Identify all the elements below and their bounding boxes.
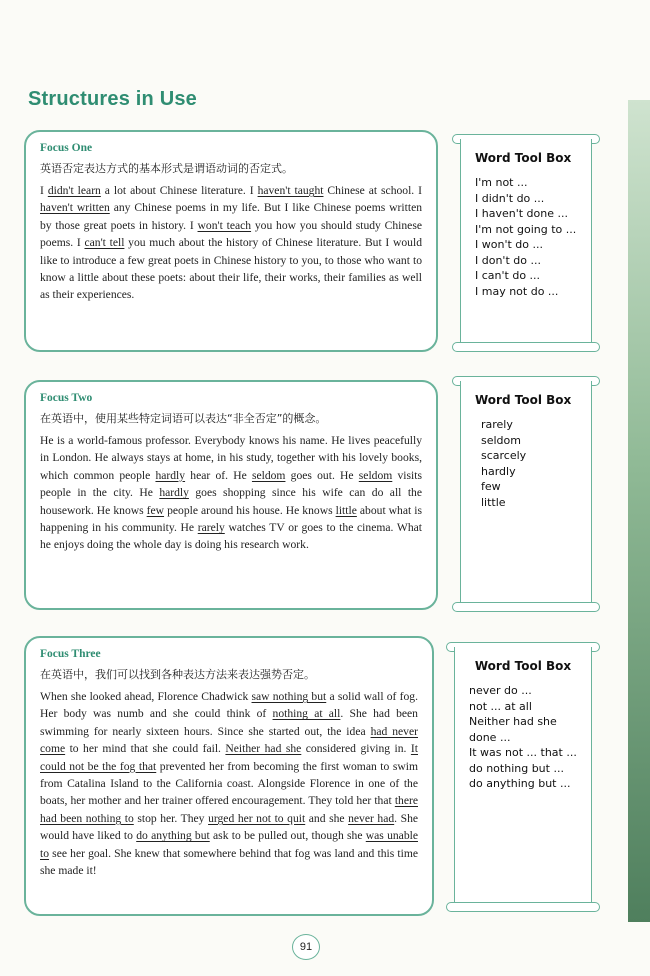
passage-text: goes shopping since his wife can do all the housework. He knows bbox=[40, 486, 422, 517]
passage-text: prevented her from becoming the first woman to swim from Catalina Island to the California coast. Alongside Florence in one of the boats, her mother and her trainer offered encouragement. They told her that bbox=[40, 759, 418, 808]
passage-text: . She had been swimming for nearly sixteen hours. Since she started out, the idea bbox=[40, 707, 418, 738]
underlined-phrase: there had been nothing to bbox=[40, 794, 418, 825]
passage-text: When she looked ahead, Florence Chadwick bbox=[40, 690, 252, 703]
passage-text: ask to be pulled out, though she bbox=[209, 829, 366, 843]
underlined-phrase: haven't written bbox=[40, 201, 110, 215]
word-tool-box-three bbox=[446, 642, 600, 912]
underlined-phrase: was unable to bbox=[40, 829, 418, 860]
tool-box-item: I can't do ... bbox=[475, 269, 541, 282]
focus-two-passage bbox=[40, 432, 422, 554]
underlined-phrase: little bbox=[335, 503, 357, 517]
focus-two-box bbox=[24, 380, 438, 610]
side-color-strip bbox=[628, 100, 650, 922]
passage-text: you how you should study Chinese poems. I bbox=[40, 218, 422, 250]
focus-two-title: Focus Two bbox=[40, 392, 93, 404]
scroll-bottom-edge bbox=[446, 902, 600, 912]
underlined-phrase: never had bbox=[348, 811, 395, 825]
passage-text: people around his house. He knows bbox=[164, 503, 336, 517]
underlined-phrase: rarely bbox=[197, 521, 225, 535]
passage-text: watches TV or goes to the cinema. What he enjoys doing the whole day is doing his research work. bbox=[40, 521, 422, 552]
scroll-bottom-edge bbox=[452, 602, 600, 612]
underlined-phrase: can't tell bbox=[84, 236, 125, 250]
focus-one-box bbox=[24, 130, 438, 352]
passage-text: goes out. He bbox=[285, 468, 359, 482]
tool-box-item: hardly bbox=[481, 464, 516, 478]
passage-text: He is a world-famous professor. Everybody knows his name. He lives peacefully in London. He always stays at home, in his study, together with his lovely books, which common people bbox=[40, 434, 422, 482]
tool-box-item: Neither had she done ... bbox=[469, 715, 557, 744]
underlined-phrase: nothing at all bbox=[272, 707, 341, 721]
passage-text: about what is happening in his community. He bbox=[40, 503, 422, 535]
focus-three-title: Focus Three bbox=[40, 648, 101, 660]
underlined-phrase: haven't taught bbox=[257, 184, 324, 197]
underlined-phrase: do anything but bbox=[136, 829, 210, 843]
passage-text: a solid wall of fog. Her body was numb and she could think of bbox=[40, 690, 418, 721]
focus-three-instruction: 在英语中，我们可以找到各种表达方法来表达强势否定。 bbox=[40, 668, 315, 681]
passage-text: visits people in the city. He bbox=[40, 468, 422, 500]
focus-one-passage bbox=[40, 182, 422, 304]
underlined-phrase: urged her not to quit bbox=[208, 811, 306, 825]
tool-box-item: I won't do ... bbox=[475, 238, 543, 251]
tool-box-item: rarely bbox=[481, 418, 513, 431]
underlined-phrase: Neither had she bbox=[225, 742, 302, 756]
underlined-phrase: It could not be the fog that bbox=[40, 742, 418, 773]
focus-three-passage bbox=[40, 688, 418, 879]
page-number: 91 bbox=[292, 934, 320, 960]
passage-text: . She would have liked to bbox=[40, 811, 419, 843]
tool-box-title: Word Tool Box bbox=[475, 151, 572, 165]
passage-text: any Chinese poems in my life. But I like Chinese poems written by those great poets in history. I bbox=[40, 201, 423, 232]
scroll-bottom-edge bbox=[452, 342, 600, 352]
tool-box-panel bbox=[460, 381, 592, 607]
tool-box-item: never do ... bbox=[469, 684, 532, 697]
focus-one-title: Focus One bbox=[40, 142, 93, 154]
tool-box-item: I don't do ... bbox=[475, 253, 541, 267]
underlined-phrase: hardly bbox=[159, 486, 189, 500]
tool-box-item: I'm not ... bbox=[475, 176, 528, 189]
passage-text: you much about the history of Chinese literature. But I would like to introduce a few great poets in Chinese history to you, to those who want to know a little about these poets: about their life, their works, their families as well as their experiences. bbox=[40, 236, 422, 302]
underlined-phrase: didn't learn bbox=[47, 184, 101, 197]
underlined-phrase: seldom bbox=[358, 468, 393, 482]
tool-box-panel bbox=[460, 139, 592, 347]
tool-box-item: little bbox=[481, 495, 506, 509]
tool-box-item: I may not do ... bbox=[475, 284, 559, 298]
tool-box-item: not ... at all bbox=[469, 699, 532, 713]
underlined-phrase: few bbox=[146, 503, 165, 517]
tool-box-panel bbox=[454, 647, 592, 907]
tool-box-list bbox=[475, 175, 577, 299]
passage-text: Chinese at school. I bbox=[323, 184, 423, 197]
passage-text: to her mind that she could fail. bbox=[65, 742, 226, 756]
passage-text: considered giving in. bbox=[301, 742, 411, 756]
underlined-phrase: seldom bbox=[251, 468, 286, 482]
focus-two-instruction: 在英语中，使用某些特定词语可以表达“非全否定”的概念。 bbox=[40, 412, 327, 425]
tool-box-title: Word Tool Box bbox=[474, 659, 572, 673]
tool-box-item: do anything but ... bbox=[469, 777, 571, 790]
word-tool-box-two bbox=[452, 376, 600, 612]
word-tool-box-one bbox=[452, 134, 600, 352]
passage-text: and she bbox=[305, 811, 349, 825]
underlined-phrase: had never come bbox=[40, 724, 418, 756]
tool-box-item: seldom bbox=[481, 433, 521, 447]
underlined-phrase: hardly bbox=[155, 468, 186, 482]
passage-text: a lot about Chinese literature. I bbox=[100, 184, 258, 197]
tool-box-list bbox=[481, 417, 577, 510]
passage-text: I bbox=[40, 184, 48, 197]
tool-box-item: few bbox=[481, 480, 501, 493]
tool-box-item: I haven't done ... bbox=[475, 207, 568, 220]
tool-box-item: I didn't do ... bbox=[475, 191, 545, 205]
tool-box-item: It was not ... that ... bbox=[469, 746, 577, 759]
passage-text: hear of. He bbox=[185, 468, 252, 482]
focus-one-instruction: 英语否定表达方式的基本形式是谓语动词的否定式。 bbox=[40, 162, 293, 175]
passage-text: stop her. They bbox=[133, 811, 209, 825]
tool-box-item: scarcely bbox=[481, 449, 527, 462]
tool-box-list bbox=[469, 683, 577, 792]
underlined-phrase: saw nothing but bbox=[251, 690, 327, 703]
tool-box-item: I'm not going to ... bbox=[475, 222, 577, 236]
tool-box-title: Word Tool Box bbox=[475, 393, 572, 407]
passage-text: see her goal. She knew that somewhere behind that fog was land and this time she made it! bbox=[40, 846, 418, 878]
tool-box-item: do nothing but ... bbox=[469, 761, 564, 775]
focus-three-box bbox=[24, 636, 434, 916]
page-title: Structures in Use bbox=[28, 88, 198, 110]
underlined-phrase: won't teach bbox=[197, 218, 252, 232]
